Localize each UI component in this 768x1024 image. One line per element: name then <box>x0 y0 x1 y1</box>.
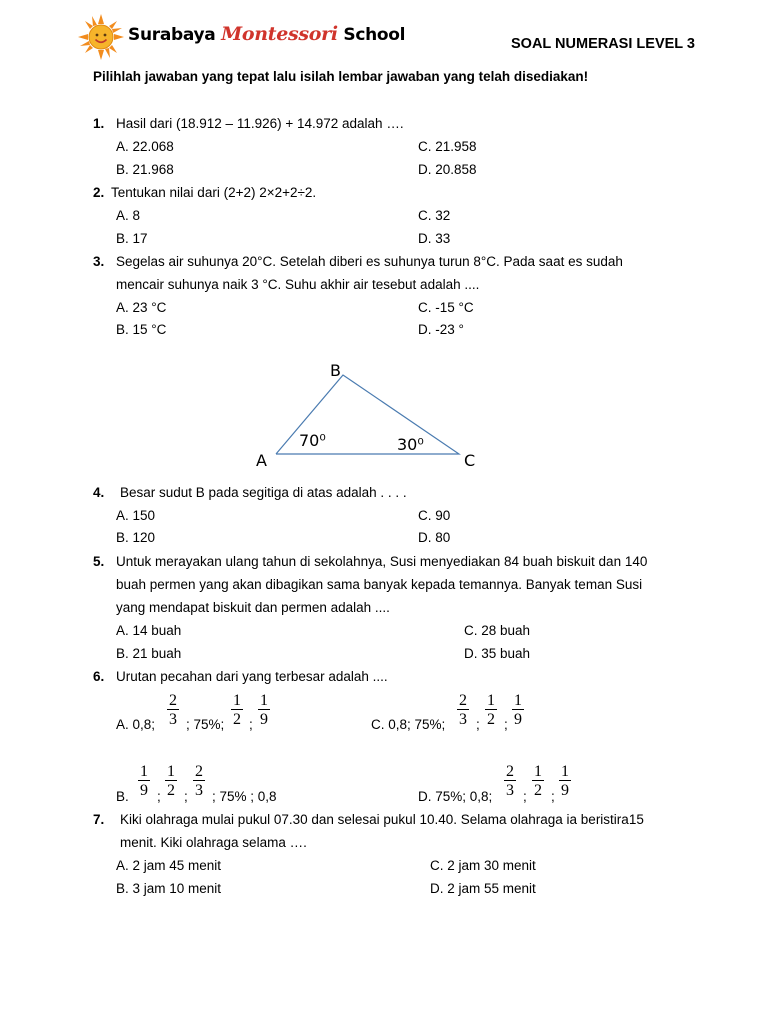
fraction-1-2: 1 2 <box>167 763 175 799</box>
q5-option-a: A. 14 buah <box>116 623 182 638</box>
fraction-2-3: 2 3 <box>506 763 514 799</box>
q6-a-prefix: A. 0,8; <box>116 717 156 732</box>
q2-text: Tentukan nilai dari (2+2) 2×2+2÷2. <box>111 185 317 200</box>
school-name: Surabaya Montessori School <box>128 23 406 45</box>
q5-text-line3: yang mendapat biskuit dan permen adalah .... <box>116 600 390 615</box>
q1-option-a: A. 22.068 <box>116 139 174 154</box>
q6-c-sep1: ; <box>476 717 480 732</box>
q2-option-d: D. 33 <box>418 231 451 246</box>
q3-number: 3. <box>93 254 105 269</box>
fraction-1-9: 1 9 <box>140 763 148 799</box>
fraction-1-9: 1 9 <box>561 763 569 799</box>
q5-text-line1: Untuk merayakan ulang tahun di sekolahnya, Susi menyediakan 84 buah biskuit dan 140 <box>116 554 648 569</box>
fraction-2-3: 2 3 <box>169 692 177 728</box>
q1-number: 1. <box>93 116 105 131</box>
instruction: Pilihlah jawaban yang tepat lalu isilah lembar jawaban yang telah disediakan! <box>93 69 589 84</box>
q1-option-c: C. 21.958 <box>418 139 477 154</box>
q7-option-d: D. 2 jam 55 menit <box>430 881 536 896</box>
fraction-1-2: 1 2 <box>233 692 241 728</box>
worksheet-title: SOAL NUMERASI LEVEL 3 <box>511 36 695 52</box>
angle-c-label: 30⁰ <box>397 435 424 454</box>
q6-a-sep: ; <box>249 717 253 732</box>
triangle-diagram <box>250 358 490 472</box>
fraction-1-2: 1 2 <box>534 763 542 799</box>
q7-number: 7. <box>93 812 105 827</box>
q7-text-line2: menit. Kiki olahraga selama …. <box>120 835 307 850</box>
q2-option-a: A. 8 <box>116 208 141 223</box>
q6-c-sep2: ; <box>504 717 508 732</box>
q3-option-a: A. 23 °C <box>116 300 167 315</box>
q5-option-b: B. 21 buah <box>116 646 182 661</box>
vertex-c-label: C <box>464 451 476 470</box>
q6-number: 6. <box>93 669 105 684</box>
q4-text: Besar sudut B pada segitiga di atas adalah . . . . <box>120 485 407 500</box>
q7-option-a: A. 2 jam 45 menit <box>116 858 222 873</box>
q3-text-line1: Segelas air suhunya 20°C. Setelah diberi es suhunya turun 8°C. Pada saat es sudah <box>116 254 623 269</box>
q2-option-b: B. 17 <box>116 231 148 246</box>
q6-b-sep2: ; <box>184 789 188 804</box>
q6-text: Urutan pecahan dari yang terbesar adalah .... <box>116 669 388 684</box>
q2-option-c: C. 32 <box>418 208 451 223</box>
q3-text-line2: mencair suhunya naik 3 °C. Suhu akhir air tesebut adalah .... <box>116 277 480 292</box>
fraction-1-2: 1 2 <box>487 692 495 728</box>
fraction-1-9: 1 9 <box>260 692 268 728</box>
q5-option-d: D. 35 buah <box>464 646 531 661</box>
q5-text-line2: buah permen yang akan dibagikan sama banyak kepada temannya. Banyak teman Susi <box>116 577 643 592</box>
q6-d-prefix: D. 75%; 0,8; <box>418 789 493 804</box>
q1-text: Hasil dari (18.912 – 11.926) + 14.972 adalah …. <box>116 116 404 131</box>
q6-d-sep2: ; <box>551 789 555 804</box>
q3-option-c: C. -15 °C <box>418 300 474 315</box>
q6-b-sep1: ; <box>157 789 161 804</box>
q7-option-c: C. 2 jam 30 menit <box>430 858 536 873</box>
q4-option-c: C. 90 <box>418 508 451 523</box>
q5-number: 5. <box>93 554 105 569</box>
q7-option-b: B. 3 jam 10 menit <box>116 881 222 896</box>
angle-a-label: 70⁰ <box>299 431 326 450</box>
q6-b-suffix: ; 75% ; 0,8 <box>212 789 277 804</box>
q4-option-a: A. 150 <box>116 508 156 523</box>
fraction-2-3: 2 3 <box>195 763 203 799</box>
q2-number: 2. <box>93 185 105 200</box>
fraction-2-3: 2 3 <box>459 692 467 728</box>
q5-option-c: C. 28 buah <box>464 623 531 638</box>
q6-d-sep1: ; <box>523 789 527 804</box>
vertex-a-label: A <box>256 451 267 470</box>
q3-option-d: D. -23 ° <box>418 322 464 337</box>
q6-c-prefix: C. 0,8; 75%; <box>371 717 446 732</box>
q6-a-mid: ; 75%; <box>186 717 225 732</box>
q4-option-b: B. 120 <box>116 530 156 545</box>
q7-text-line1: Kiki olahraga mulai pukul 07.30 dan selesai pukul 10.40. Selama olahraga ia beristira15 <box>120 812 644 827</box>
sun-logo-icon <box>78 14 124 60</box>
q6-b-prefix: B. <box>116 789 129 804</box>
q4-option-d: D. 80 <box>418 530 451 545</box>
q1-option-d: D. 20.858 <box>418 162 477 177</box>
q4-number: 4. <box>93 485 105 500</box>
q1-option-b: B. 21.968 <box>116 162 174 177</box>
q3-option-b: B. 15 °C <box>116 322 167 337</box>
vertex-b-label: B <box>330 361 341 380</box>
fraction-1-9: 1 9 <box>514 692 522 728</box>
